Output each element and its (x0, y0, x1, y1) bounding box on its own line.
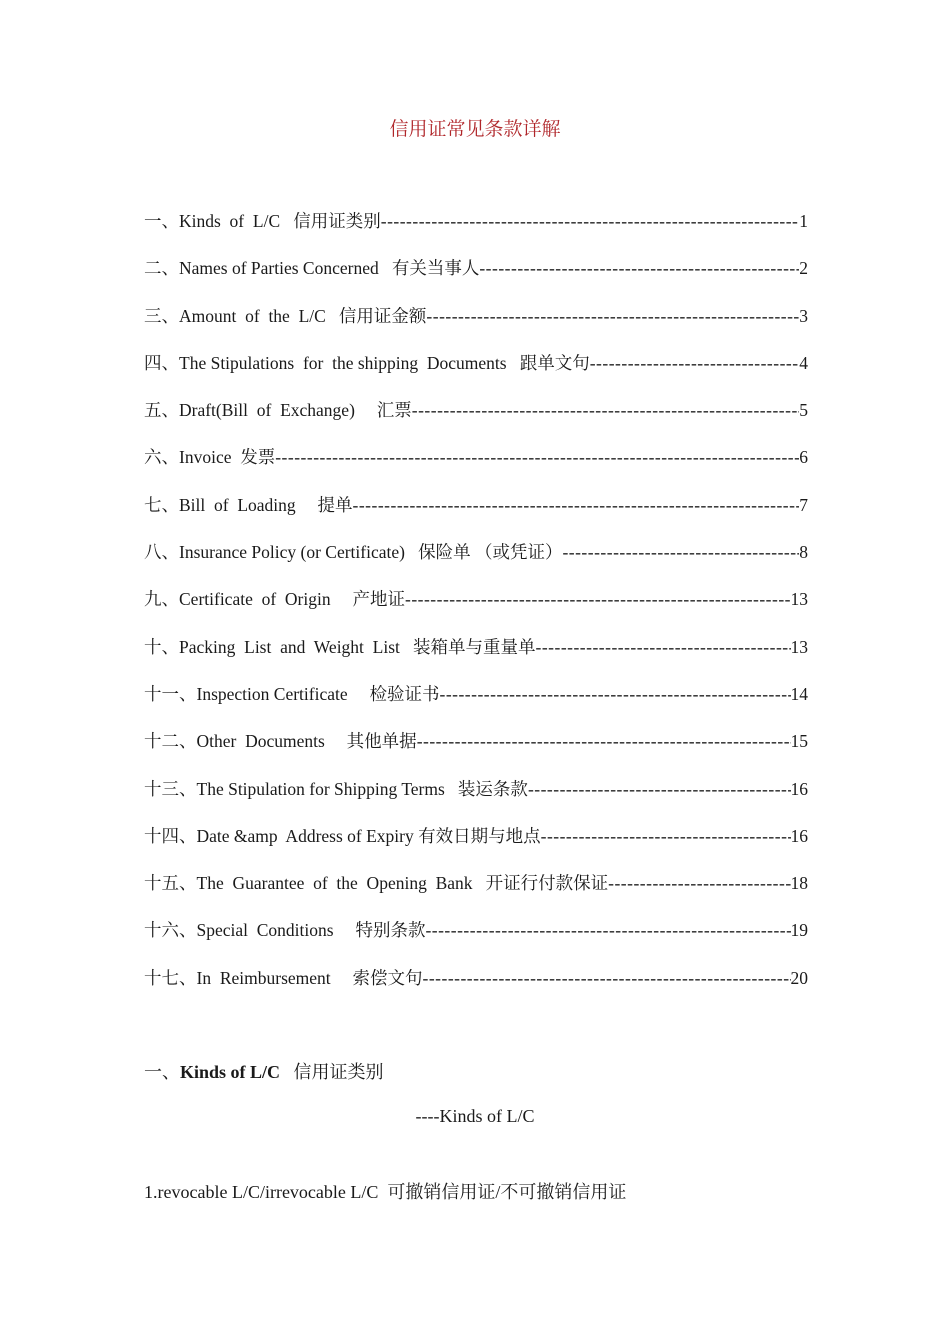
toc-entry-label: 九、Certificate of Origin 产地证 (144, 589, 405, 610)
toc-leader-dashes (405, 589, 791, 610)
toc-page-number: 16 (790, 778, 808, 799)
toc-page-number: 14 (790, 683, 808, 704)
toc-leader-dashes (275, 447, 799, 468)
toc-entry[interactable] (144, 397, 808, 444)
toc-page-number: 13 (790, 636, 808, 657)
toc-page-number: 18 (790, 873, 808, 894)
toc-page-number: 13 (790, 589, 808, 610)
toc-entry-label: 十二、Other Documents 其他单据 (144, 731, 417, 752)
section-title-cn: 信用证类别 (280, 1062, 384, 1082)
toc-leader-dashes (536, 637, 791, 658)
toc-page-number: 7 (799, 494, 808, 515)
toc-entry-label: 一、Kinds of L/C 信用证类别 (144, 211, 381, 231)
toc-leader-dashes (412, 400, 799, 421)
toc-entry[interactable] (144, 444, 808, 491)
toc-entry[interactable] (144, 255, 808, 302)
toc-entry[interactable] (144, 350, 808, 397)
toc-entry-label: 二、Names of Parties Concerned 有关当事人 (144, 258, 480, 279)
toc-entry[interactable] (144, 681, 808, 728)
toc-entry-label: 十三、The Stipulation for Shipping Terms 装运条款 (144, 778, 528, 799)
toc-entry-label: 十、Packing List and Weight List 装箱单与重量单 (144, 636, 536, 657)
toc-entry-label: 四、The Stipulations for the shipping Documents 跟单文句 (144, 352, 590, 373)
toc-leader-dashes (590, 353, 800, 374)
section-subheading (0, 1106, 950, 1127)
toc-leader-dashes (608, 873, 790, 894)
toc-leader-dashes (417, 731, 791, 752)
toc-entry[interactable] (144, 870, 808, 917)
toc-leader-dashes (423, 968, 791, 989)
toc-entry-label: 十七、In Reimbursement 索偿文句 (144, 967, 423, 988)
toc-entry-label: 六、Invoice 发票 (144, 447, 276, 468)
toc-page-number: 3 (799, 305, 808, 326)
toc-entry-label: 五、Draft(Bill of Exchange) 汇票 (144, 400, 412, 421)
toc-entry[interactable] (144, 917, 808, 964)
toc-entry-label: 十五、The Guarantee of the Opening Bank 开证行付款保证 (144, 873, 609, 894)
toc-page-number: 8 (799, 542, 808, 563)
toc-entry[interactable] (144, 965, 808, 1012)
table-of-contents (144, 208, 808, 1012)
toc-entry[interactable] (144, 586, 808, 633)
toc-entry[interactable] (144, 492, 808, 539)
toc-leader-dashes (353, 495, 800, 516)
toc-leader-dashes (562, 542, 799, 563)
toc-entry[interactable] (144, 776, 808, 823)
toc-entry[interactable] (144, 634, 808, 681)
section-heading (144, 1058, 384, 1084)
toc-entry[interactable] (144, 208, 808, 255)
toc-page-number: 6 (799, 447, 808, 468)
toc-page-number: 16 (790, 825, 808, 846)
toc-entry-label: 三、Amount of the L/C 信用证金额 (144, 305, 427, 326)
toc-page-number: 2 (799, 258, 808, 279)
toc-page-number: 1 (799, 211, 808, 231)
toc-leader-dashes (381, 211, 800, 232)
toc-leader-dashes (440, 684, 791, 705)
section-number: 一、 (144, 1062, 180, 1082)
toc-entry[interactable] (144, 539, 808, 586)
toc-entry-label: 十六、Special Conditions 特别条款 (144, 920, 426, 941)
section-title-en: Kinds of L/C (180, 1062, 281, 1082)
toc-entry-label: 八、Insurance Policy (or Certificate) 保险单 （或凭证） (144, 542, 563, 563)
toc-leader-dashes (426, 306, 799, 327)
toc-leader-dashes (541, 826, 791, 847)
toc-entry[interactable] (144, 728, 808, 775)
toc-entry[interactable] (144, 303, 808, 350)
toc-page-number: 19 (790, 920, 808, 941)
toc-entry-label: 十一、Inspection Certificate 检验证书 (144, 683, 440, 704)
document-title: 信用证常见条款详解 (389, 119, 561, 140)
toc-page-number: 15 (790, 731, 808, 752)
toc-page-number: 4 (799, 352, 808, 373)
toc-page-number: 5 (799, 400, 808, 421)
toc-leader-dashes (425, 920, 790, 941)
toc-entry[interactable] (144, 823, 808, 870)
toc-leader-dashes (479, 258, 799, 279)
toc-entry-label: 十四、Date &amp Address of Expiry 有效日期与地点 (144, 825, 541, 846)
list-item: 1.revocable L/C/irrevocable L/C 可撤销信用证/不可撤销信用证 (144, 1182, 627, 1202)
toc-page-number: 20 (790, 967, 808, 988)
toc-leader-dashes (528, 779, 791, 800)
subheading-text: ----Kinds of L/C (415, 1106, 535, 1126)
toc-entry-label: 七、Bill of Loading 提单 (144, 494, 353, 515)
